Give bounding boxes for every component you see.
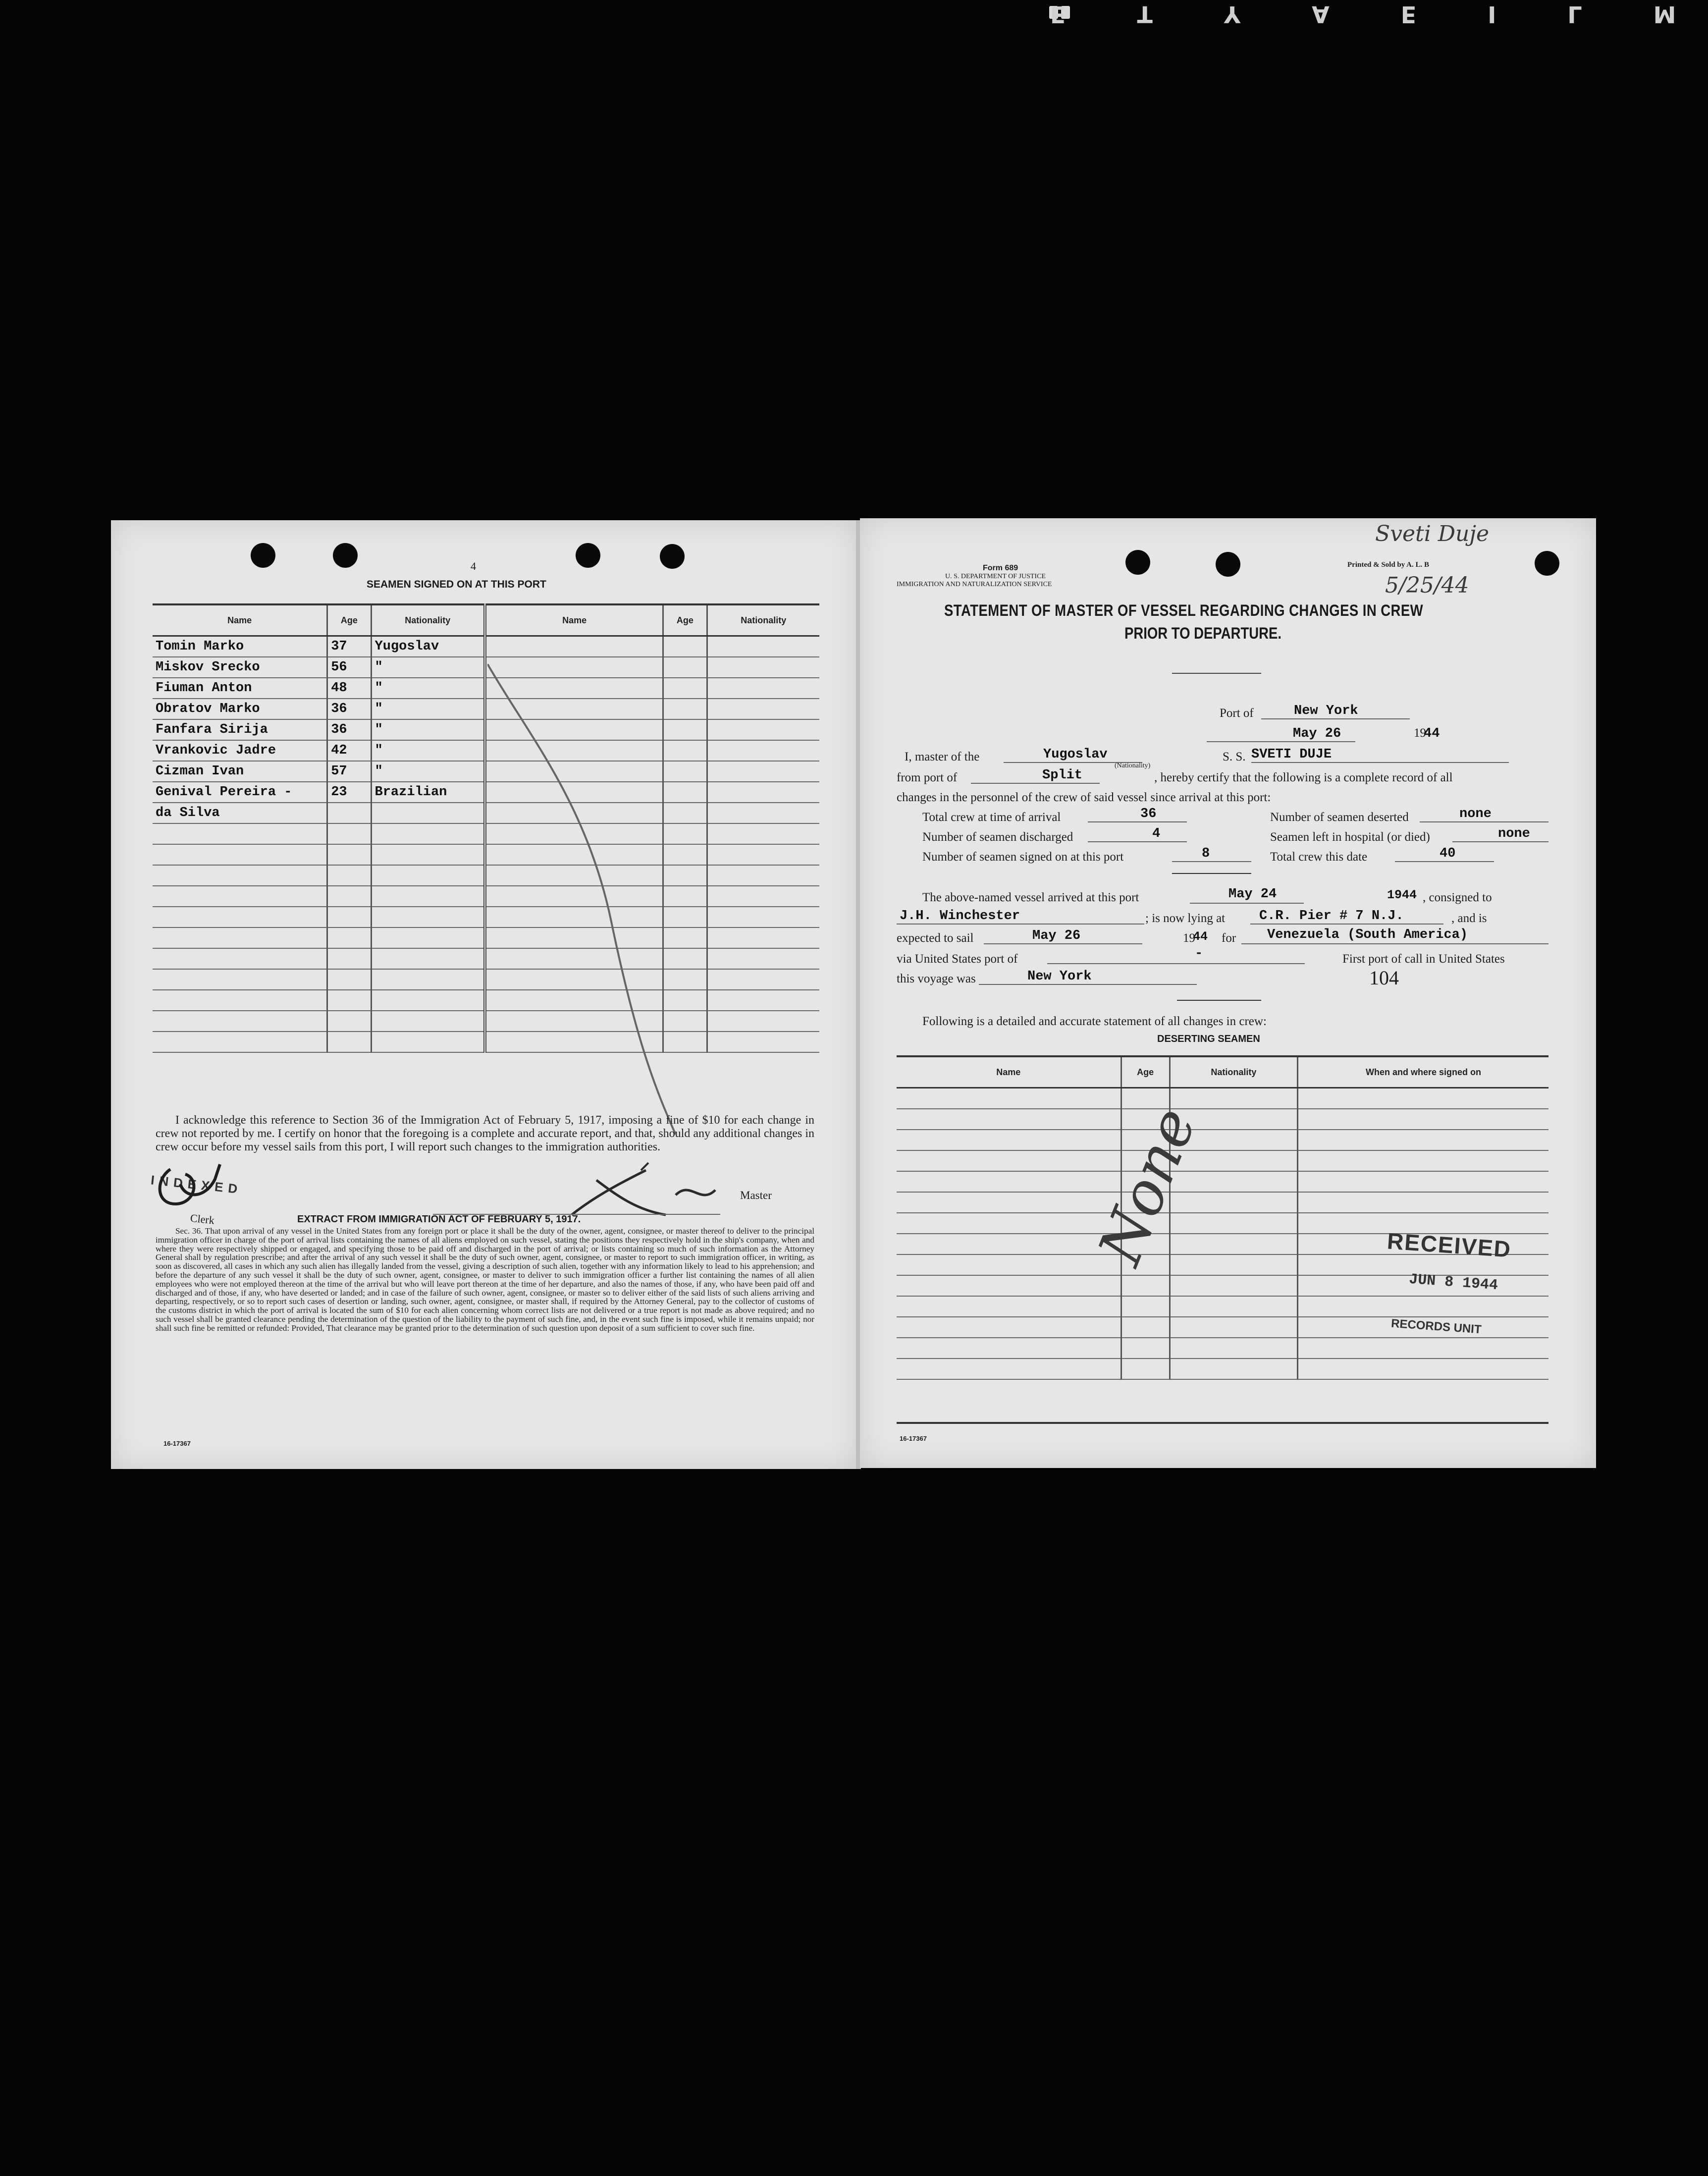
- cell-nationality-2: [707, 1011, 819, 1032]
- arrived-date: May 24: [1228, 887, 1277, 902]
- cell-age: 37: [327, 636, 371, 657]
- signed-on-table: [153, 603, 819, 1053]
- cell-name: Tomin Marko: [153, 636, 327, 657]
- cell-nationality: [371, 823, 485, 844]
- table-row: [897, 1130, 1548, 1150]
- records-unit-stamp: RECORDS UNIT: [1390, 1316, 1482, 1337]
- sail-date: May 26: [1032, 928, 1081, 943]
- cell-age: 42: [327, 740, 371, 761]
- table-row: [153, 699, 819, 719]
- following-text: Following is a detailed and accurate statement of all changes in crew:: [922, 1015, 1267, 1028]
- signed-on-rows: [153, 636, 819, 1053]
- table-row: [153, 1032, 819, 1052]
- via-label: via United States port of: [897, 952, 1018, 966]
- punch-hole: [251, 543, 275, 568]
- cell-nationality-2: [707, 886, 819, 907]
- cell-nationality: [371, 1032, 485, 1052]
- cell-age: [327, 927, 371, 948]
- signed-on-value: 8: [1202, 846, 1210, 861]
- handwritten-ship-name: Sveti Duje: [1375, 521, 1490, 546]
- consigned-label: , consigned to: [1423, 891, 1492, 904]
- punch-hole: [1125, 550, 1150, 575]
- master-of-label: I, master of the: [905, 750, 980, 763]
- cell-nationality: [1170, 1317, 1297, 1338]
- clerk-label: Clerk: [189, 1211, 215, 1227]
- cell-when-where: [1298, 1130, 1548, 1150]
- punch-hole: [333, 543, 358, 568]
- cell-nationality: ": [371, 719, 485, 740]
- cell-age: [327, 1032, 371, 1052]
- cell-age: 36: [327, 699, 371, 719]
- table-row: [897, 1359, 1548, 1379]
- arrived-text: The above-named vessel arrived at this port: [922, 891, 1139, 904]
- page-number: 4: [471, 560, 476, 572]
- table-row: [897, 1150, 1548, 1171]
- cell-name: [153, 865, 327, 886]
- deserting-title: DESERTING SEAMEN: [1157, 1034, 1260, 1044]
- form-code: 16-17367: [163, 1440, 191, 1447]
- cell-when-where: [1298, 1109, 1548, 1130]
- printer: Printed & Sold by A. L. B: [1347, 561, 1430, 569]
- cell-nationality: [371, 990, 485, 1011]
- cell-nationality: Yugoslav: [371, 636, 485, 657]
- cell-nationality: [371, 907, 485, 927]
- total-crew-arrival-label: Total crew at time of arrival: [922, 811, 1061, 824]
- cell-name: [897, 1109, 1121, 1130]
- master-signature: [567, 1160, 730, 1225]
- cell-nationality: [371, 886, 485, 907]
- cell-when-where: [1298, 1088, 1548, 1109]
- table-row: [153, 636, 819, 657]
- service: IMMIGRATION AND NATURALIZATION SERVICE: [897, 581, 1052, 588]
- cell-name: da Silva: [153, 803, 327, 823]
- acknowledgement-text: I acknowledge this reference to Section 36 of the Immigration Act of February 5, 1917, imposing a fine of $10 for each change in crew not reported by me. I certify on honor that the foregoing is a complete and accurate report, and that, should any additional changes in crew occur before my vessel sails from this port, I will report such changes to the immigration authorities.: [156, 1114, 814, 1153]
- cell-nationality: [371, 844, 485, 865]
- table-row: [153, 948, 819, 969]
- cell-nationality: Brazilian: [371, 782, 485, 803]
- col-nationality: Nationality: [371, 604, 485, 636]
- cell-name: Vrankovic Jadre: [153, 740, 327, 761]
- cell-name: [153, 927, 327, 948]
- punch-hole: [1535, 551, 1559, 576]
- port-value: New York: [1294, 704, 1358, 718]
- cell-nationality: [371, 948, 485, 969]
- cell-name: [897, 1130, 1121, 1150]
- table-row: [897, 1109, 1548, 1130]
- cell-nationality: [1170, 1296, 1297, 1317]
- punch-hole: [1216, 552, 1240, 577]
- cell-age: 57: [327, 761, 371, 782]
- table-row: [153, 844, 819, 865]
- form-code: 16-17367: [900, 1435, 927, 1442]
- this-voyage-label: this voyage was: [897, 972, 976, 985]
- cell-name: [153, 886, 327, 907]
- extract-text: Sec. 36. That upon arrival of any vessel in the United States from any foreign port or place it shall be the duty of the owner, agent, consignee, or master thereof to deliver to the principal immigration officer in charge of the port of arrival lists containing the names of all aliens employed on such vessel, stating the positions they respectively hold in the ship's company, when and where they were respectively shipped or engaged, and specifying those to be paid off and discharged in the port of arrival; or lists containing so much of such information as the Attorney General shall by regulation prescribe; and after the arrival of any such vessel it shall be the duty of such owner, agent, consignee, or master to report to such immigration officer, in writing, as soon as discovered, all cases in which any such alien has illegally landed from the vessel, giving a description of such alien, together with any information likely to lead to his apprehension; and before the departure of any such vessel it shall be the duty of such owner, agent, consignee, or master to deliver to such immigration officer a further list containing the names of all alien employees who were not employed thereon at the time of the arrival but who will leave port thereon at the time of her departure, and also the names of those, if any, who have been paid off and discharged and of those, if any, who have deserted or landed; and in case of the failure of such owner, agent, consignee, or master so to deliver either of the said lists of such aliens arriving and departing, respectively, or so to report such cases of desertion or landing, such owner, agent, consignee, or master shall, if required by the Attorney General, pay to the collector of customs of the customs district in which the port of arrival is located the sum of $10 for each alien concerning whom correct lists are not delivered or a true report is not made as above required; and no such vessel shall be granted clearance pending the determination of the question of the liability to the payment of such fine, and, in the event such fine is imposed, while it remains unpaid; nor shall such fine be remitted or refunded: Provided, That clearance may be granted prior to the determination of such question upon deposit of a sum sufficient to cover such fine.: [156, 1226, 814, 1333]
- col-name-2: Name: [485, 604, 663, 636]
- cell-name: Genival Pereira -: [153, 782, 327, 803]
- lying-at-value: C.R. Pier # 7 N.J.: [1259, 909, 1404, 924]
- cell-name: [897, 1088, 1121, 1109]
- table-row: [153, 657, 819, 678]
- cell-name: [153, 990, 327, 1011]
- cell-nationality: ": [371, 657, 485, 678]
- cell-age: [327, 948, 371, 969]
- table-row: [153, 907, 819, 927]
- table-row: [897, 1192, 1548, 1213]
- changes-text: changes in the personnel of the crew of said vessel since arrival at this port:: [897, 791, 1271, 804]
- cell-nationality-2: [707, 740, 819, 761]
- cell-nationality: [1170, 1338, 1297, 1359]
- cell-nationality: [1170, 1254, 1297, 1275]
- for-label: for: [1222, 931, 1236, 945]
- cancel-stroke: [487, 664, 676, 1135]
- table-row: [153, 927, 819, 948]
- cell-name: [897, 1213, 1121, 1234]
- film-code: E T Y A E I L M: [1050, 1, 1708, 28]
- total-crew-date-label: Total crew this date: [1270, 850, 1368, 864]
- cell-nationality-2: [707, 969, 819, 990]
- cell-age: 48: [327, 678, 371, 699]
- file-number: 104: [1369, 967, 1399, 989]
- table-row: [153, 678, 819, 699]
- cell-age: [327, 907, 371, 927]
- col-age: Age: [327, 604, 371, 636]
- nationality-caption: (Nationality): [1115, 762, 1151, 769]
- cell-when-where: [1298, 1296, 1548, 1317]
- cell-nationality: [371, 927, 485, 948]
- cell-nationality: [371, 969, 485, 990]
- table-header-row: [897, 1056, 1548, 1088]
- ss-label: S. S.: [1223, 750, 1246, 763]
- table-row: [897, 1296, 1548, 1317]
- col-age-2: Age: [663, 604, 707, 636]
- col-name: Name: [153, 604, 327, 636]
- cell-nationality: [1170, 1359, 1297, 1379]
- cell-nationality: [371, 803, 485, 823]
- cell-name: [897, 1359, 1121, 1379]
- cell-nationality: [371, 1011, 485, 1032]
- cell-nationality-2: [707, 657, 819, 678]
- handwritten-none: None: [1085, 1098, 1210, 1274]
- via-port-value: -: [1195, 946, 1203, 961]
- form-title-line2: PRIOR TO DEPARTURE.: [1124, 624, 1282, 642]
- port-label: Port of: [1220, 707, 1254, 720]
- cell-nationality-2: [707, 719, 819, 740]
- cell-age: [1121, 1275, 1170, 1296]
- lying-label: ; is now lying at: [1145, 912, 1226, 925]
- cell-name: [897, 1275, 1121, 1296]
- cell-name: [897, 1192, 1121, 1213]
- cell-when-where: [1298, 1150, 1548, 1171]
- cell-age: [1121, 1317, 1170, 1338]
- cell-nationality: [1170, 1213, 1297, 1234]
- cell-name: Miskov Srecko: [153, 657, 327, 678]
- cell-nationality-2: [707, 907, 819, 927]
- left-page: [111, 520, 857, 1469]
- table-row: [153, 803, 819, 823]
- table-row: [897, 1088, 1548, 1109]
- table-header-row: [153, 604, 819, 636]
- cell-nationality-2: [707, 844, 819, 865]
- form-number: Form 689: [983, 564, 1018, 572]
- table-row: [153, 782, 819, 803]
- cell-name: [897, 1317, 1121, 1338]
- cell-age: 56: [327, 657, 371, 678]
- cell-name: Fiuman Anton: [153, 678, 327, 699]
- cell-name: [153, 1011, 327, 1032]
- cell-nationality-2: [707, 1032, 819, 1052]
- cell-name: Obratov Marko: [153, 699, 327, 719]
- table-row: [897, 1171, 1548, 1192]
- deserted-value: none: [1459, 807, 1492, 821]
- col-nationality-2: Nationality: [707, 604, 819, 636]
- cell-age: [327, 1011, 371, 1032]
- cell-nationality-2: [707, 823, 819, 844]
- from-port-value: Split: [1042, 768, 1083, 783]
- cell-age: [327, 865, 371, 886]
- cell-name: [153, 907, 327, 927]
- cell-age: [1121, 1359, 1170, 1379]
- cell-age: 36: [327, 719, 371, 740]
- handwritten-date: 5/25/44: [1385, 573, 1469, 598]
- form-title-line1: STATEMENT OF MASTER OF VESSEL REGARDING CHANGES IN CREW: [944, 601, 1424, 619]
- cell-nationality-2: [707, 990, 819, 1011]
- cell-nationality: [1170, 1088, 1297, 1109]
- ship-value: SVETI DUJE: [1251, 747, 1332, 762]
- table-row: [153, 865, 819, 886]
- cell-nationality: [1170, 1234, 1297, 1254]
- cell-nationality: [371, 865, 485, 886]
- cell-when-where: [1298, 1192, 1548, 1213]
- table-row: [153, 886, 819, 907]
- cell-when-where: [1298, 1338, 1548, 1359]
- destination-value: Venezuela (South America): [1267, 927, 1468, 942]
- cell-name: [897, 1150, 1121, 1171]
- cell-nationality-2: [707, 948, 819, 969]
- table-row: [153, 1011, 819, 1032]
- table-row: [153, 719, 819, 740]
- date-value: May 26: [1293, 726, 1341, 741]
- punch-hole: [660, 544, 685, 569]
- cell-name: [897, 1254, 1121, 1275]
- cell-age: [327, 823, 371, 844]
- table-row: [153, 823, 819, 844]
- cell-nationality: ": [371, 678, 485, 699]
- cell-age: [327, 969, 371, 990]
- cell-name: Fanfara Sirija: [153, 719, 327, 740]
- cell-age: 23: [327, 782, 371, 803]
- cell-when-where: [1298, 1359, 1548, 1379]
- signed-on-title: SEAMEN SIGNED ON AT THIS PORT: [367, 579, 546, 590]
- table-row: [153, 990, 819, 1011]
- cell-name: [153, 844, 327, 865]
- master-label: Master: [740, 1189, 772, 1201]
- discharged-value: 4: [1152, 826, 1161, 841]
- cell-name: [897, 1171, 1121, 1192]
- cell-nationality-2: [707, 803, 819, 823]
- cell-nationality: ": [371, 761, 485, 782]
- cell-age: [1121, 1296, 1170, 1317]
- clerk-initials: [151, 1159, 230, 1214]
- hospital-value: none: [1498, 826, 1530, 841]
- film-header: [0, 0, 1708, 30]
- year-value: 44: [1424, 726, 1440, 741]
- year-prefix: 19: [1414, 726, 1426, 740]
- sail-year: 44: [1193, 929, 1208, 944]
- right-page: [860, 518, 1596, 1468]
- received-stamp: RECEIVED: [1386, 1228, 1512, 1262]
- table-row: [897, 1338, 1548, 1359]
- col-when-where: When and where signed on: [1298, 1056, 1548, 1088]
- cell-nationality-2: [707, 678, 819, 699]
- cell-nationality-2: [707, 636, 819, 657]
- cell-age: [327, 990, 371, 1011]
- and-is-label: , and is: [1451, 912, 1487, 925]
- consignee-value: J.H. Winchester: [900, 909, 1020, 924]
- cell-age: [327, 844, 371, 865]
- col-nationality: Nationality: [1170, 1056, 1297, 1088]
- table-row: [897, 1213, 1548, 1234]
- cell-nationality-2: [707, 927, 819, 948]
- col-name: Name: [897, 1056, 1121, 1088]
- cell-age: [327, 803, 371, 823]
- extract-title: EXTRACT FROM IMMIGRATION ACT OF FEBRUARY 5, 1917.: [297, 1214, 581, 1225]
- cell-nationality-2: [707, 782, 819, 803]
- cell-nationality-2: [707, 699, 819, 719]
- cell-name: [153, 823, 327, 844]
- from-port-label: from port of: [897, 771, 958, 784]
- certify-text: , hereby certify that the following is a complete record of all: [1154, 771, 1453, 784]
- received-date: JUN 8 1944: [1408, 1271, 1498, 1295]
- table-row: [153, 969, 819, 990]
- cell-when-where: [1298, 1171, 1548, 1192]
- cell-name: Cizman Ivan: [153, 761, 327, 782]
- deserted-label: Number of seamen deserted: [1270, 811, 1409, 824]
- cell-age: [327, 886, 371, 907]
- hospital-label: Seamen left in hospital (or died): [1270, 830, 1430, 844]
- arrived-year: 1944: [1387, 888, 1417, 902]
- expected-label: expected to sail: [897, 931, 974, 945]
- cell-age: [1121, 1338, 1170, 1359]
- table-row: [153, 761, 819, 782]
- cell-name: [153, 969, 327, 990]
- cell-age-2: [663, 636, 707, 657]
- discharged-label: Number of seamen discharged: [922, 830, 1073, 844]
- cell-name-2: [485, 636, 663, 657]
- cell-name: [153, 948, 327, 969]
- indexed-stamp: INDEXED: [150, 1172, 243, 1197]
- sail-year-prefix: 19: [1183, 931, 1195, 945]
- first-port-value: New York: [1027, 969, 1092, 984]
- cell-nationality-2: [707, 761, 819, 782]
- punch-hole: [576, 543, 600, 568]
- cell-nationality: [1170, 1192, 1297, 1213]
- nationality-value: Yugoslav: [1043, 747, 1108, 762]
- cell-nationality: ": [371, 740, 485, 761]
- title-divider: [1172, 673, 1261, 674]
- col-age: Age: [1121, 1056, 1170, 1088]
- signed-on-label: Number of seamen signed on at this port: [922, 850, 1124, 864]
- cell-name: [897, 1338, 1121, 1359]
- total-crew-date-value: 40: [1440, 846, 1456, 861]
- cell-name: [897, 1296, 1121, 1317]
- cell-name: [153, 1032, 327, 1052]
- cell-nationality: [1170, 1275, 1297, 1296]
- cell-nationality-2: [707, 865, 819, 886]
- cell-nationality: ": [371, 699, 485, 719]
- total-crew-arrival-value: 36: [1140, 807, 1157, 821]
- first-port-label: First port of call in United States: [1342, 952, 1505, 966]
- table-row: [153, 740, 819, 761]
- department: U. S. DEPARTMENT OF JUSTICE: [945, 573, 1046, 580]
